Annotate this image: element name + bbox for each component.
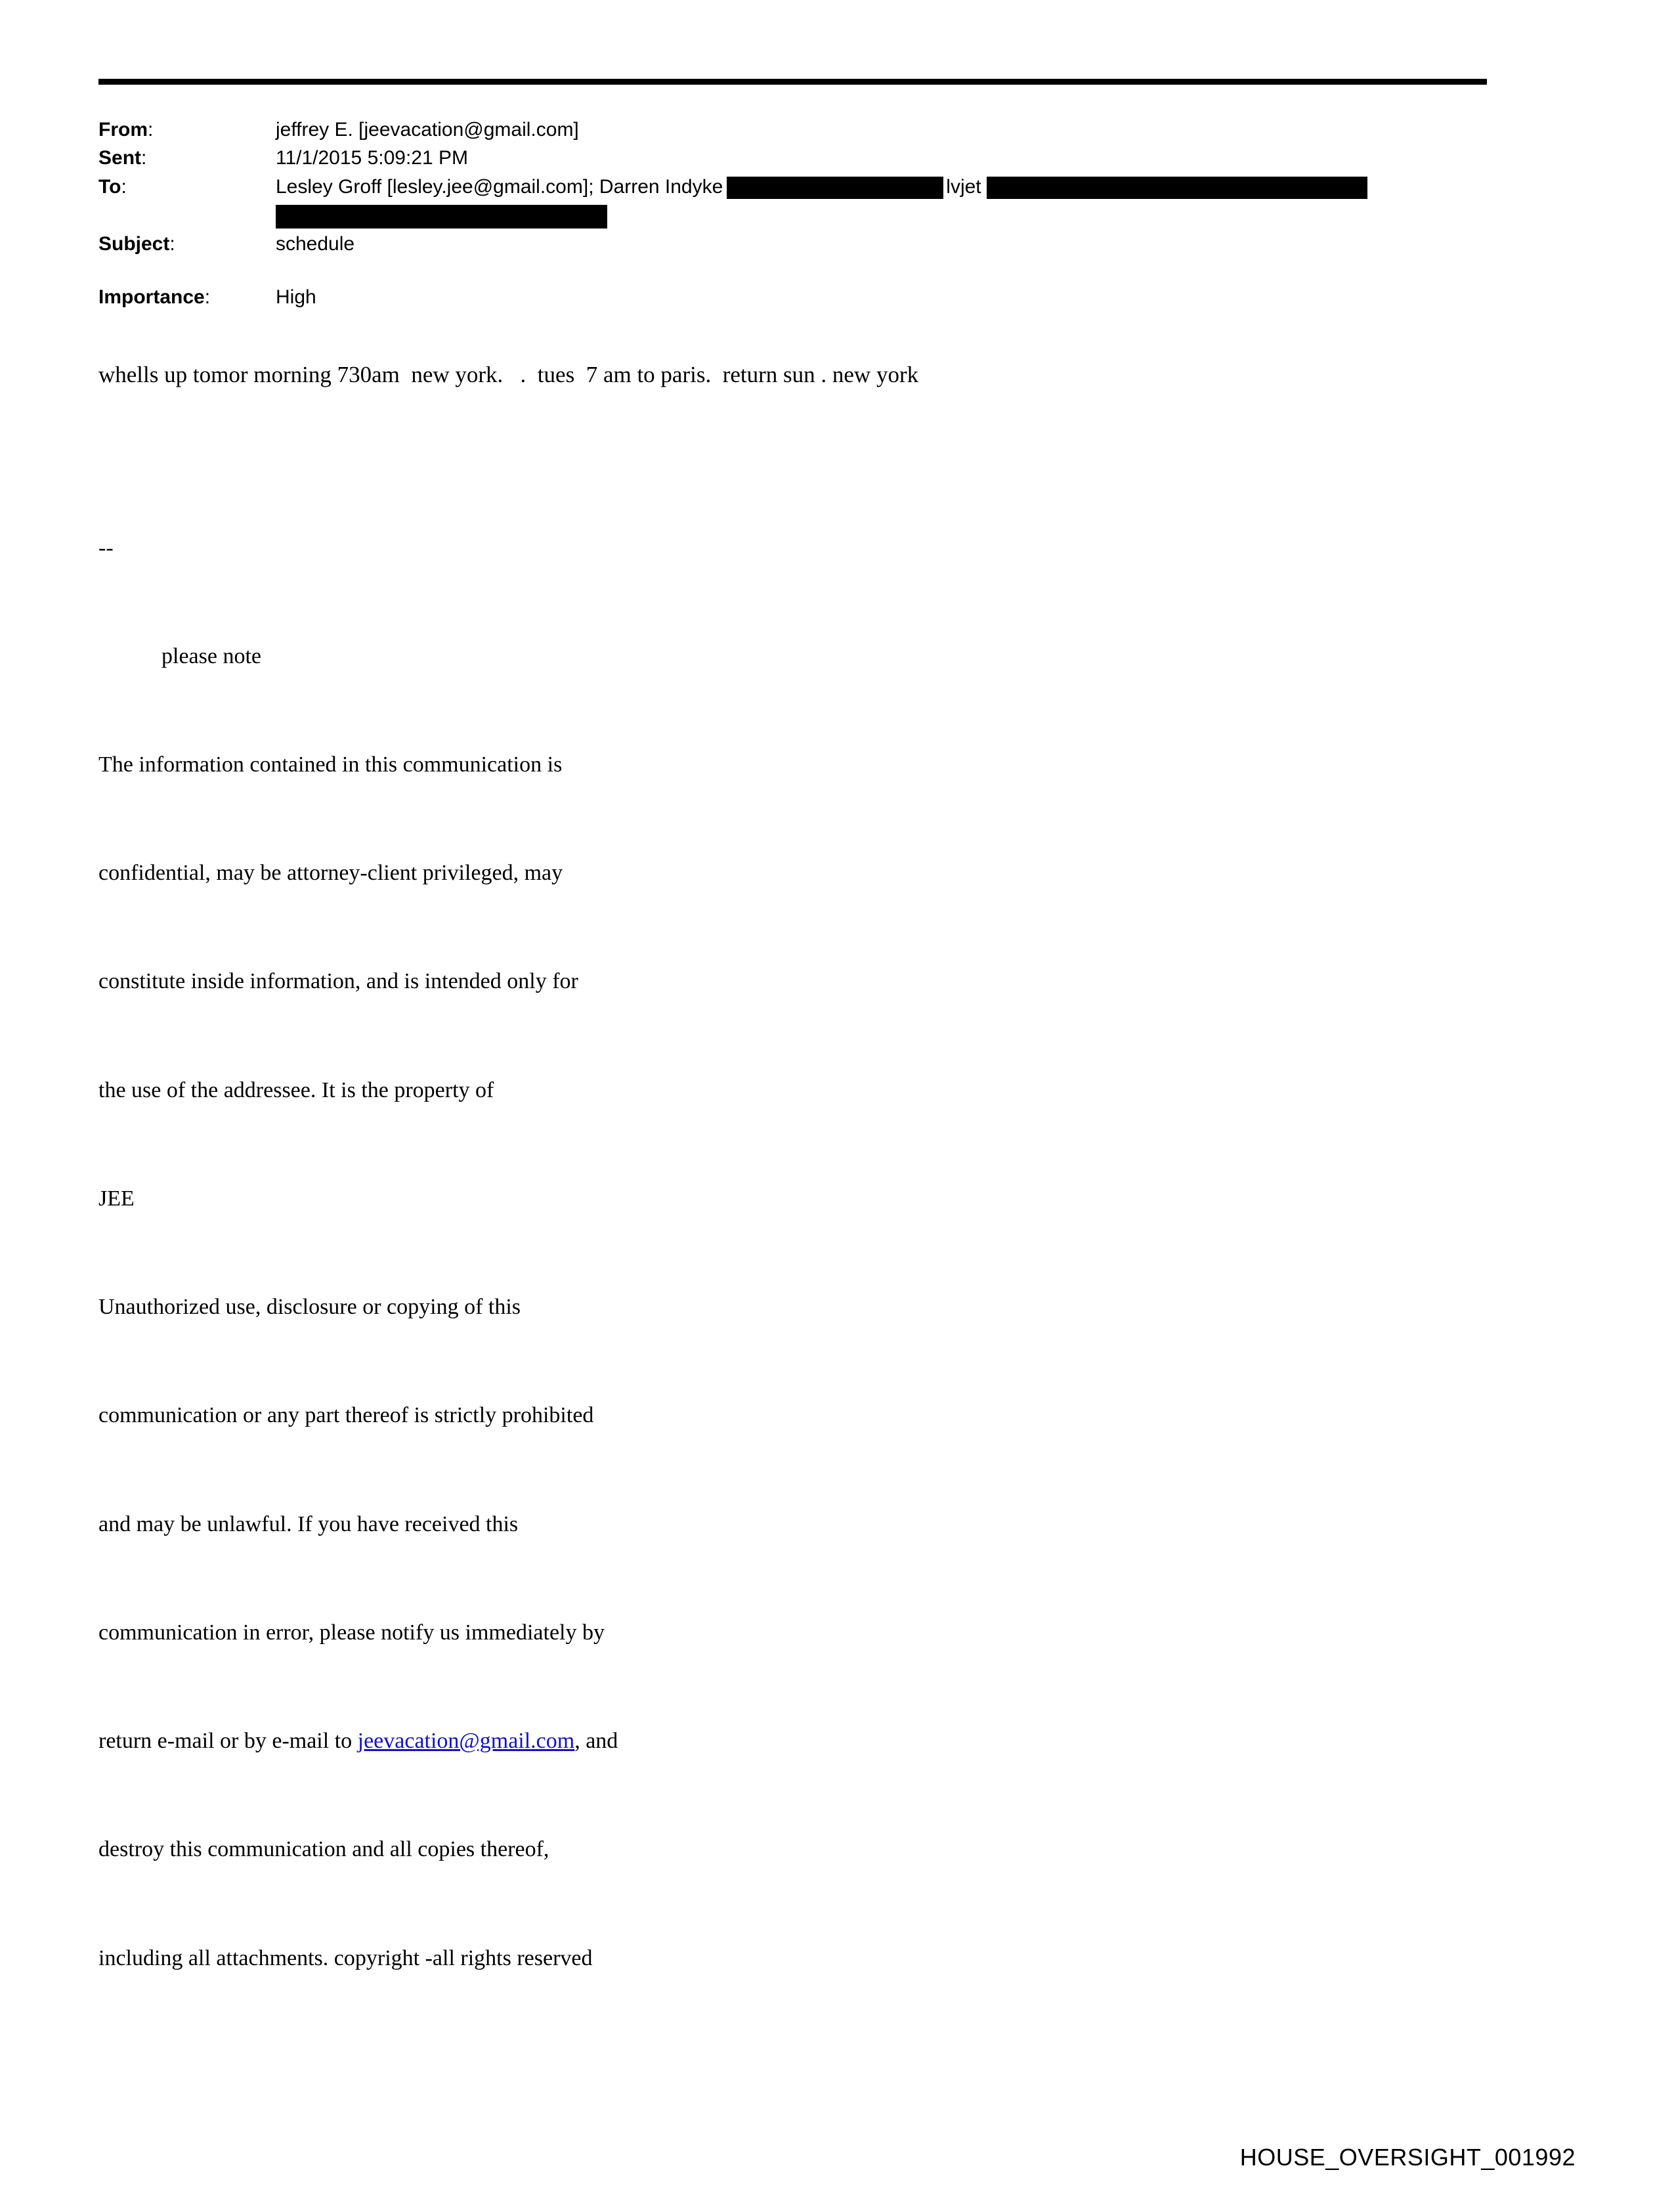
header-row-subject: [98, 230, 1367, 259]
header-row-importance: [98, 284, 1367, 312]
redaction-bar: [276, 205, 607, 228]
to-recipients-text: Lesley Groff [lesley.jee@gmail.com]; Darren Indyke: [276, 175, 723, 198]
importance-value: High: [276, 286, 316, 308]
signature-please-note: please note: [161, 643, 261, 668]
document-content: [98, 79, 1576, 2049]
sent-value: 11/1/2015 5:09:21 PM: [276, 147, 468, 169]
from-value: jeffrey E. [jeevacation@gmail.com]: [276, 119, 579, 141]
importance-label: Importance:: [98, 286, 211, 308]
header-row-to: [98, 173, 1367, 230]
header-row-from: [98, 116, 1367, 144]
email-signature: [98, 457, 1576, 2048]
header-row-sent: [98, 144, 1367, 173]
signature-email-prefix: return e-mail or by e-mail to: [98, 1729, 358, 1754]
signature-line: destroy this communication and all copies thereof,: [98, 1837, 549, 1862]
subject-value: schedule: [276, 232, 355, 255]
signature-line: the use of the addressee. It is the property of: [98, 1077, 494, 1102]
to-label-text: To: [98, 175, 121, 198]
importance-label-text: Importance: [98, 286, 205, 308]
to-recipients-text-2: lvjet: [946, 175, 981, 198]
signature-dashes: --: [98, 535, 114, 560]
signature-email-suffix: , and: [574, 1729, 618, 1754]
to-value: [276, 173, 1367, 230]
redaction-bar: [987, 177, 1367, 199]
to-label: To:: [98, 175, 127, 198]
signature-line: Unauthorized use, disclosure or copying of this: [98, 1295, 521, 1320]
header-rule: [98, 79, 1487, 85]
signature-line: including all attachments. copyright -all rights reserved: [98, 1945, 593, 1970]
sent-label: Sent:: [98, 147, 147, 169]
signature-line: communication in error, please notify us immediately by: [98, 1620, 605, 1645]
signature-email-line: [98, 1723, 1576, 1759]
subject-label: Subject:: [98, 232, 175, 255]
from-label-text: From: [98, 119, 148, 141]
email-link[interactable]: jeevacation@gmail.com: [357, 1729, 575, 1754]
sent-label-text: Sent: [98, 147, 142, 169]
subject-label-text: Subject: [98, 232, 170, 255]
from-label: From:: [98, 119, 154, 141]
signature-line: JEE: [98, 1186, 135, 1211]
bates-stamp: HOUSE_OVERSIGHT_001992: [1239, 2144, 1576, 2171]
message-body: whells up tomor morning 730am new york. . tues 7 am to paris. return sun . new york: [98, 362, 919, 388]
signature-line: communication or any part thereof is strictly prohibited: [98, 1403, 594, 1428]
signature-line: and may be unlawful. If you have received this: [98, 1511, 519, 1536]
email-header-table: [98, 116, 1367, 312]
signature-line: constitute inside information, and is intended only for: [98, 969, 578, 994]
signature-line: The information contained in this communication is: [98, 752, 563, 777]
signature-line: confidential, may be attorney-client privileged, may: [98, 861, 563, 886]
header-spacer: [98, 259, 1367, 284]
to-value-second-line: [276, 202, 1367, 228]
redaction-bar: [727, 177, 943, 199]
